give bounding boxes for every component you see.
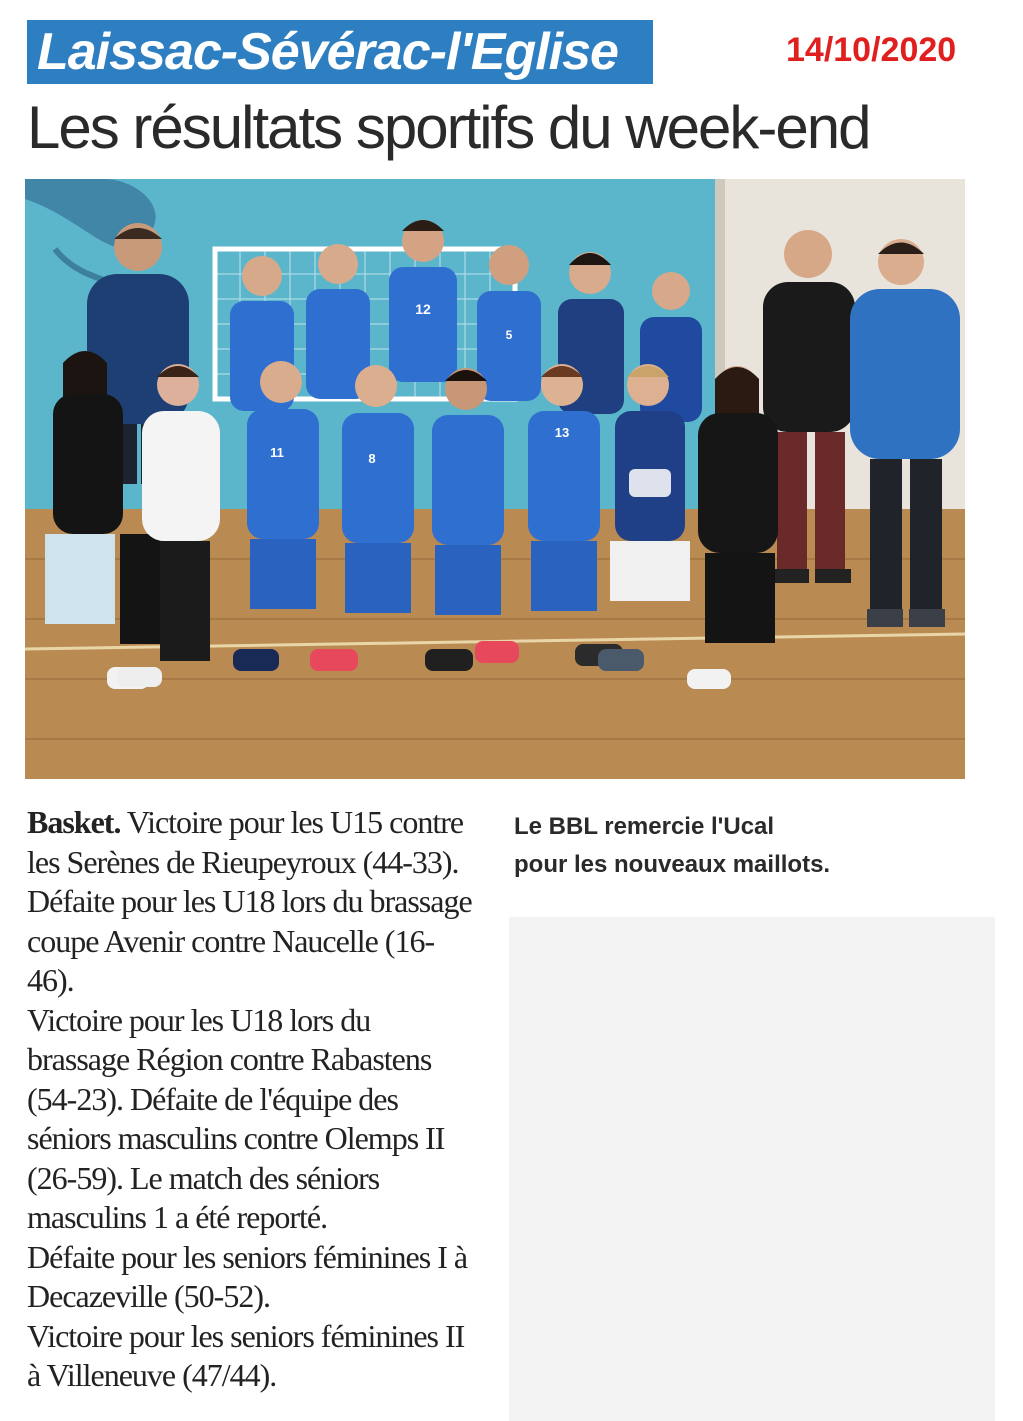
article-paragraph-2: Victoire pour les U18 lors du brassage Région contre Rabastens (54-23). Défaite de l'équipe des séniors masculins contre Olemps II (26-59). Le match des séniors masculins 1 a été reporté. xyxy=(27,1001,445,1235)
article-lead: Basket. xyxy=(27,804,121,840)
article-paragraph-1: Basket. Victoire pour les U15 contre les Serènes de Rieupeyroux (44-33). Défaite pour les U18 lors du brassage coupe Avenir contre Naucelle (16-46). xyxy=(27,804,472,998)
jersey-number: 13 xyxy=(554,425,570,440)
publication-date: 14/10/2020 xyxy=(786,31,957,69)
caption-line-2: pour les nouveaux maillots. xyxy=(514,851,831,878)
article-paragraph-3: Défaite pour les seniors féminines I à Decazeville (50-52). xyxy=(27,1238,468,1314)
article-paragraph-4: Victoire pour les seniors féminines II à Villeneuve (47/44). xyxy=(27,1317,465,1393)
team-photo-illustration xyxy=(25,179,965,779)
jersey-number: 8 xyxy=(368,451,376,466)
caption-line-1: Le BBL remercie l'Ucal xyxy=(514,813,775,840)
jersey-number: 12 xyxy=(415,301,431,317)
photo-caption xyxy=(514,808,934,884)
article-body xyxy=(27,803,477,1396)
jersey-number: 5 xyxy=(505,328,513,342)
team-photo xyxy=(25,179,965,779)
blank-panel xyxy=(509,917,995,1421)
town-name: Laissac-Sévérac-l'Eglise xyxy=(37,23,618,81)
headline: Les résultats sportifs du week-end xyxy=(27,94,870,161)
town-tag xyxy=(27,20,653,84)
jersey-number: 11 xyxy=(270,445,284,460)
